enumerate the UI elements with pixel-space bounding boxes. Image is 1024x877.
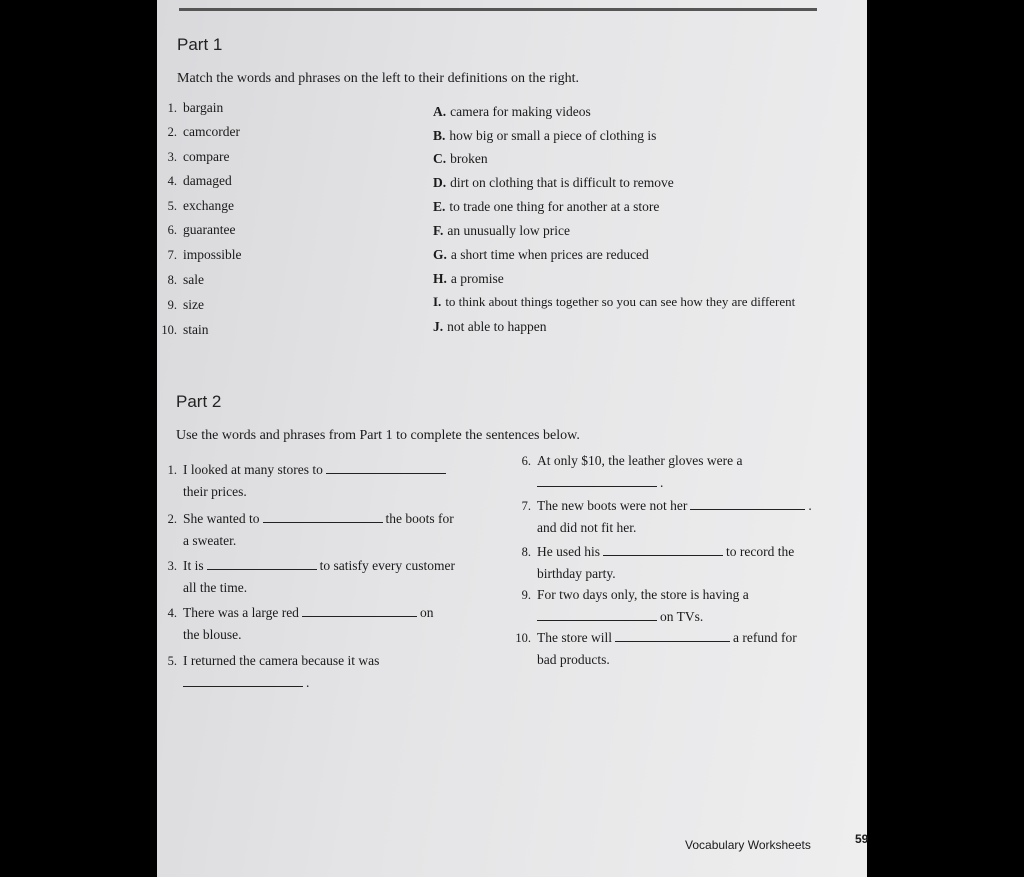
- footer-label: Vocabulary Worksheets: [685, 838, 811, 852]
- definition-item: C. broken: [433, 151, 488, 166]
- answer-blank[interactable]: [603, 554, 723, 556]
- part2-instruction: Use the words and phrases from Part 1 to complete the sentences below.: [176, 428, 580, 443]
- sentence-item: 2. She wanted to the boots for a sweater.: [167, 511, 454, 548]
- definition-item: I. to think about things together so you can see how they are different: [433, 294, 796, 309]
- definition-item: H. a promise: [433, 271, 504, 286]
- word-item: 7. impossible: [167, 247, 242, 262]
- sentence-item: 9. For two days only, the store is having a on TVs.: [521, 587, 749, 624]
- answer-blank[interactable]: [207, 568, 317, 570]
- answer-blank[interactable]: [263, 521, 383, 523]
- word-item: 9. size: [167, 297, 204, 312]
- answer-blank[interactable]: [326, 472, 446, 474]
- sentence-item: 5. I returned the camera because it was .: [167, 653, 380, 690]
- definition-item: G. a short time when prices are reduced: [433, 247, 649, 262]
- definition-item: F. an unusually low price: [433, 223, 570, 238]
- word-item: 4. damaged: [167, 173, 232, 188]
- sentence-item: 3. It is to satisfy every customer all the time.: [167, 558, 455, 595]
- page-number: 59: [855, 832, 869, 846]
- word-item: 10. stain: [161, 322, 209, 337]
- part1-instruction: Match the words and phrases on the left to their definitions on the right.: [177, 71, 580, 86]
- sentence-item: 4. There was a large red on the blouse.: [167, 605, 434, 642]
- answer-blank[interactable]: [690, 508, 805, 510]
- sentence-item: 7. The new boots were not her . and did not fit her.: [521, 498, 812, 535]
- answer-blank[interactable]: [537, 485, 657, 487]
- part2-heading: Part 2: [176, 392, 222, 411]
- sentence-item: 6. At only $10, the leather gloves were a .: [521, 453, 743, 490]
- word-item: 1. bargain: [167, 100, 224, 115]
- definition-item: B. how big or small a piece of clothing is: [433, 128, 657, 143]
- answer-blank[interactable]: [537, 619, 657, 621]
- definition-item: J. not able to happen: [433, 319, 547, 334]
- word-item: 8. sale: [167, 272, 204, 287]
- worksheet-page: [157, 0, 867, 877]
- word-item: 3. compare: [167, 149, 230, 164]
- definition-item: E. to trade one thing for another at a store: [433, 199, 660, 214]
- answer-blank[interactable]: [183, 685, 303, 687]
- part1-heading: Part 1: [177, 35, 223, 54]
- definition-item: D. dirt on clothing that is difficult to remove: [433, 175, 674, 190]
- sentence-item: 10. The store will a refund for bad products.: [515, 630, 797, 667]
- answer-blank[interactable]: [615, 640, 730, 642]
- word-item: 5. exchange: [167, 198, 234, 213]
- sentence-item: 1. I looked at many stores to their prices.: [157, 459, 497, 502]
- definition-item: A. camera for making videos: [433, 104, 591, 119]
- sentence-item: 8. He used his to record the birthday party.: [521, 544, 795, 581]
- word-item: 2. camcorder: [167, 124, 240, 139]
- word-item: 6. guarantee: [167, 222, 236, 237]
- answer-blank[interactable]: [302, 615, 417, 617]
- top-rule: [179, 8, 817, 11]
